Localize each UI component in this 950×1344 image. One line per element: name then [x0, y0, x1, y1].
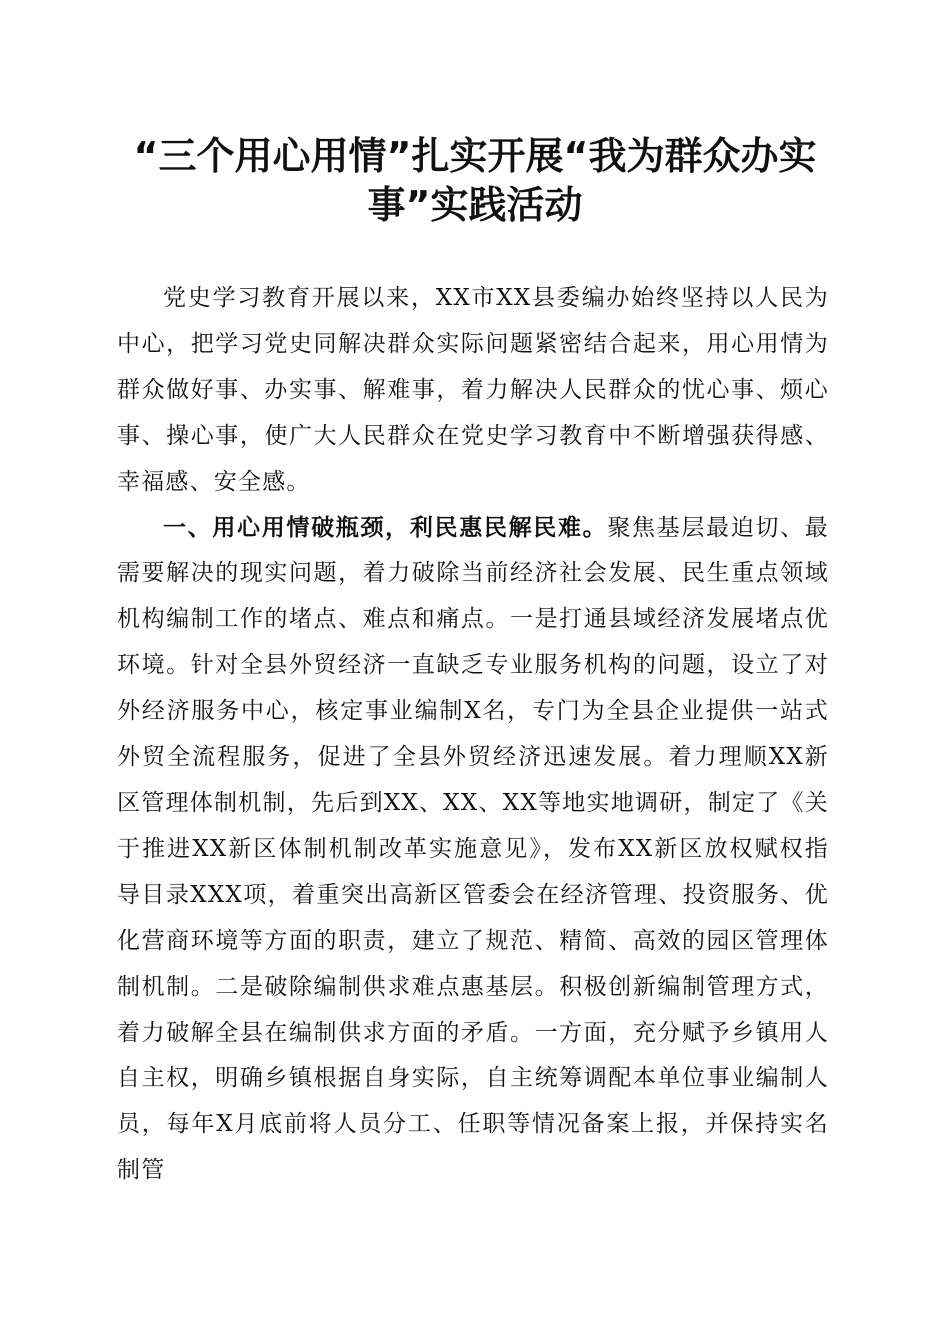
- paragraph-section-1-text: 聚焦基层最迫切、最需要解决的现实问题，着力破除当前经济社会发展、民生重点领域机构编制工作的堵点、难点和痛点。一是打通县域经济发展堵点优环境。针对全县外贸经济一直缺乏专业服务机构的问题，设立了对外经济服务中心，核定事业编制X名，专门为全县企业提供一站式外贸全流程服务，促进了全县外贸经济迅速发展。着力理顺XX新区管理体制机制，先后到XX、XX、XX等地实地调研，制定了《关于推进XX新区体制机制改革实施意见》，发布XX新区放权赋权指导目录XXX项，着重突出高新区管委会在经济管理、投资服务、优化营商环境等方面的职责，建立了规范、精简、高效的园区管理体制机制。二是破除编制供求难点惠基层。积极创新编制管理方式，着力破解全县在编制供求方面的矛盾。一方面，充分赋予乡镇用人自主权，明确乡镇根据自身实际，自主统筹调配本单位事业编制人员，每年X月底前将人员分工、任职等情况备案上报，并保持实名制管: [117, 514, 829, 1184]
- section-heading: 一、用心用情破瓶颈，利民惠民解民难。: [163, 514, 608, 541]
- paragraph-intro: [117, 276, 829, 506]
- document-body: [117, 276, 829, 1194]
- paragraph-intro-text: 党史学习教育开展以来，XX市XX县委编办始终坚持以人民为中心，把学习党史同解决群众实际问题紧密结合起来，用心用情为群众做好事、办实事、解难事，着力解决人民群众的忧心事、烦心事、操心事，使广大人民群众在党史学习教育中不断增强获得感、幸福感、安全感。: [117, 285, 829, 495]
- document-title: “三个用心用情”扎实开展“我为群众办实事”实践活动: [133, 134, 817, 227]
- paragraph-section-1: [117, 506, 829, 1195]
